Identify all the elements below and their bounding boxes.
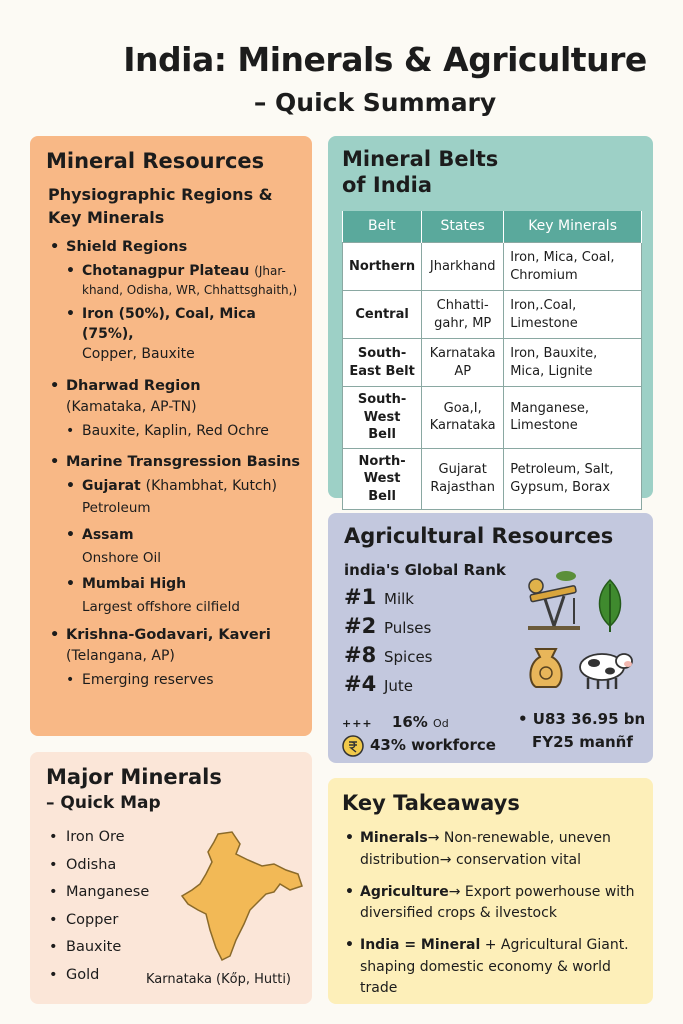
india-map-icon <box>178 830 306 964</box>
shield-minerals-line: Iron (50%), Coal, Mica (75%), <box>82 306 256 343</box>
rank-crop: Pulses <box>384 619 432 638</box>
dharwad-label: • Dharwad Region <box>46 378 302 394</box>
table-row <box>343 339 642 387</box>
belt-cell: North-West Bell <box>343 448 422 510</box>
table-row <box>343 387 642 449</box>
major-minerals-card <box>30 752 312 1004</box>
rank-crop: Milk <box>384 590 414 609</box>
rank-number: #2 <box>344 614 377 639</box>
leaf-icon <box>594 578 626 633</box>
table-header-row <box>343 211 642 243</box>
rank-number: #1 <box>344 585 377 610</box>
assam-mineral: Onshore Oil <box>82 549 162 566</box>
minerals-cell: Manganese, Limestone <box>504 387 642 449</box>
belt-cell: South-East Belt <box>343 339 422 387</box>
takeaway-item <box>342 882 641 925</box>
states-cell: Gujarat Rajasthan <box>422 448 504 510</box>
takeaway-bold: Agriculture <box>360 883 449 900</box>
belt-cell: Northern <box>343 243 422 291</box>
list-item: • Gold <box>46 967 302 995</box>
mumbai-high-detail: Largest offshore cilfield <box>82 598 240 615</box>
rank-number: #8 <box>344 643 377 668</box>
agricultural-resources-card <box>328 513 653 763</box>
sparkle-icon: +++ <box>342 717 373 730</box>
states-cell: Jharkhand <box>422 243 504 291</box>
belt-cell: South-West Bell <box>343 387 422 449</box>
major-minerals-title: Major Minerals <box>46 765 222 789</box>
mumbai-high-name: • Mumbai High <box>46 575 302 595</box>
dharwad-states: (Kamataka, AP-TN) <box>66 399 197 416</box>
belt-cell: Central <box>343 291 422 339</box>
chotanagpur-item <box>46 262 302 298</box>
major-minerals-subtitle: – Quick Map <box>46 793 161 814</box>
mineral-resources-title: Mineral Resources <box>46 149 265 173</box>
chotanagpur-detail-1: (Jhar- <box>254 264 286 279</box>
key-takeaways-title: Key Takeaways <box>342 791 520 815</box>
header-states: States <box>422 211 504 243</box>
rank-number: #4 <box>344 672 377 697</box>
marine-basins-label: • Marine Transgression Basins <box>46 454 302 470</box>
mineral-belts-title <box>342 146 641 199</box>
mineral-resources-card <box>30 136 312 736</box>
list-item: • Odisha <box>46 857 302 885</box>
gold-location: Karnataka (Kőp, Hutti) <box>146 972 292 987</box>
states-cell: Goa,I, Karnataka <box>422 387 504 449</box>
takeaway-text: → Non-renewable, uneven distribution→ conservation vital <box>360 830 611 868</box>
rank-crop: Spices <box>384 648 433 667</box>
takeaway-bold: Minerals <box>360 830 428 847</box>
rank-crop: Jute <box>384 677 414 696</box>
table-row <box>343 243 642 291</box>
takeaway-text: → Export powerhouse with diversified crops & ilvestock <box>360 883 635 922</box>
mineral-belts-table <box>342 211 642 511</box>
minerals-cell: Iron, Bauxite, Mica, Lignite <box>504 339 642 387</box>
page-title: India: Minerals & Agriculture <box>123 40 647 79</box>
takeaway-item <box>342 828 641 871</box>
dharwad-minerals: • Bauxite, Kaplin, Red Ochre <box>46 422 302 442</box>
gujarat-item <box>46 477 302 497</box>
gdp-suffix: Od <box>433 717 449 730</box>
oil-pump-icon <box>524 568 584 633</box>
mineral-belts-card <box>328 136 653 504</box>
export-value-line-2: FY25 manñf <box>532 732 633 751</box>
list-item: • Iron Ore <box>46 829 302 857</box>
krishna-godavari-states: (Telangana, AP) <box>66 648 175 665</box>
minerals-cell: Petroleum, Salt, Gypsum, Borax <box>504 448 642 510</box>
states-cell: Karnataka AP <box>422 339 504 387</box>
mineral-resources-subtitle: Physiographic Regions & Key Minerals <box>48 185 273 227</box>
export-value-line-1: • U83 36.95 bn <box>518 710 646 728</box>
takeaway-bold: India = Mineral <box>360 937 481 953</box>
table-row <box>343 291 642 339</box>
shield-minerals-item <box>46 305 302 364</box>
mineral-belts-title-line1: Mineral Belts <box>342 147 499 171</box>
shield-minerals-line-2: Copper, Bauxite <box>82 345 195 362</box>
table-row <box>343 448 642 510</box>
page-subtitle: – Quick Summary <box>253 88 497 117</box>
header-key-minerals: Key Minerals <box>504 211 642 243</box>
krishna-godavari-label: • Krishna-Godavari, Kaveri <box>46 627 302 643</box>
gujarat-name: Gujarat <box>82 477 141 494</box>
chotanagpur-detail-2: khand, Odisha, WR, Chhattsghaith,) <box>82 282 298 297</box>
agri-export-value <box>518 708 645 753</box>
states-cell: Chhatti-gahr, MP <box>422 291 504 339</box>
agricultural-resources-title: Agricultural Resources <box>344 524 614 548</box>
cow-icon <box>572 645 634 691</box>
minerals-cell: Iron, Mica, Coal, Chromium <box>504 243 642 291</box>
minerals-cell: Iron,.Coal, Limestone <box>504 291 642 339</box>
list-item: • Manganese <box>46 884 302 912</box>
list-item: • Bauxite <box>46 939 302 967</box>
assam-name: • Assam <box>46 526 302 546</box>
gujarat-mineral: Petroleum <box>82 500 151 517</box>
list-item: • Copper <box>46 912 302 940</box>
workforce-share: 43% workforce <box>370 736 496 755</box>
mineral-belts-title-line2: of India <box>342 173 433 198</box>
krishna-godavari-detail: • Emerging reserves <box>46 671 302 691</box>
gdp-share: 16% <box>391 713 428 731</box>
takeaway-text: + Agricultural Giant. shaping domestic economy & world trade <box>360 937 629 997</box>
grain-sack-icon <box>526 643 566 689</box>
agri-stats <box>342 711 496 758</box>
gujarat-detail: (Khambhat, Kutch) <box>145 477 277 494</box>
shield-regions-label: • Shield Regions <box>46 239 302 255</box>
key-takeaways-card <box>328 778 653 1004</box>
global-rank-header: india's Global Rank <box>344 561 506 580</box>
rupee-coin-icon <box>342 735 364 757</box>
header-belt: Belt <box>343 211 422 243</box>
chotanagpur-name: Chotanagpur Plateau <box>82 263 250 280</box>
takeaway-item <box>342 935 641 1000</box>
